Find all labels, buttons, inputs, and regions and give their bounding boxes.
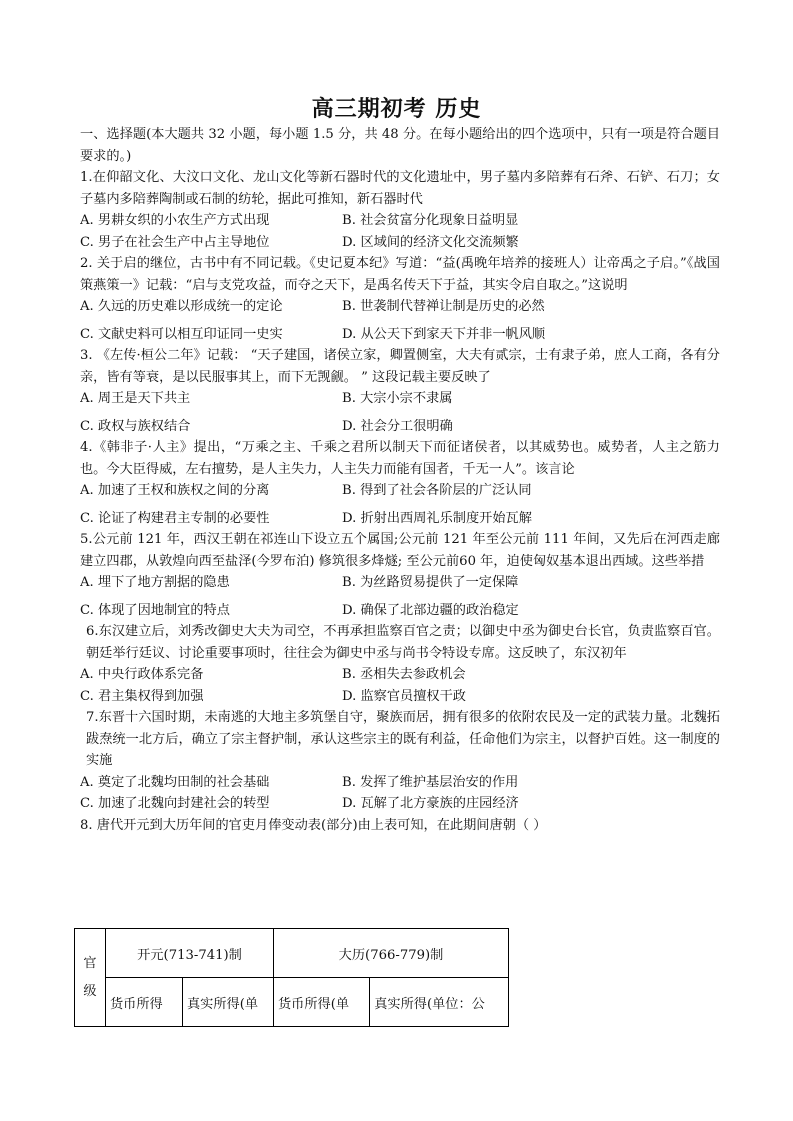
option-b[interactable]: B. 大宗小宗不隶属 xyxy=(342,391,453,406)
question-stem: 6.东汉建立后，刘秀改御史大夫为司空，不再承担监察百官之责；以御史中丞为御史台长官，负责监察百官。朝廷举行廷议、讨论重要事项时，往往会为御史中丞与尚书令特设专席。这反映了，东汉初年 xyxy=(86,624,720,661)
option-b[interactable]: B. 得到了社会各阶层的广泛认同 xyxy=(342,483,532,498)
option-a[interactable]: A. 奠定了北魏均田制的社会基础 xyxy=(80,774,270,790)
option-group xyxy=(80,772,720,815)
option-c[interactable]: C. 文献史料可以相互印证同一史实 xyxy=(80,326,283,342)
option-a[interactable]: A. 周王是天下共主 xyxy=(80,391,191,406)
table-header-kaiyuan: 开元(713-741)制 xyxy=(106,929,274,978)
option-b[interactable]: B. 社会贫富分化现象日益明显 xyxy=(342,213,519,228)
option-d[interactable]: D. 区域间的经济文化交流频繁 xyxy=(342,234,519,250)
question-stem: 7.东晋十六国时期，未南逃的大地主多筑堡自守，聚族而居，拥有很多的依附农民及一定的武装力量。北魏拓跋焘统一北方后，确立了宗主督护制，承认这些宗主的既有利益，任命他们为宗主，以督护百姓。这一制度的实施 xyxy=(86,710,720,768)
question-stem: 4.《韩非子·人主》提出，“万乘之主、千乘之君所以制天下而征诸侯者，以其威势也。威势者，人主之筋力也。今大臣得威，左右擅势，是人主失力，人主失力而能有国者，千无一人”。该言论 xyxy=(80,440,720,477)
option-c[interactable]: C. 论证了构建君主专制的必要性 xyxy=(80,510,270,526)
option-c[interactable]: C. 加速了北魏向封建社会的转型 xyxy=(80,796,270,811)
option-c[interactable]: C. 政权与族权结合 xyxy=(80,418,191,434)
question-stem: 3. 《左传·桓公二年》记载： “天子建国，诸侯立家，卿置侧室，大夫有贰宗，士有隶子弟，庶人工商，各有分亲，皆有等衰，是以民服事其上，而下无觊觎。 ” 这段记载主要反映了 xyxy=(80,348,720,385)
table-row xyxy=(75,929,509,978)
option-b[interactable]: B. 为丝路贸易提供了一定保障 xyxy=(342,575,519,590)
option-group xyxy=(80,388,720,437)
table-row xyxy=(75,978,509,1027)
option-c[interactable]: C. 男子在社会生产中占主导地位 xyxy=(80,234,270,250)
option-group xyxy=(80,664,720,707)
option-group xyxy=(80,210,720,253)
option-b[interactable]: B. 丞相失去参政机会 xyxy=(342,667,466,682)
table-subheader: 真实所得(单位：公 xyxy=(370,978,509,1027)
option-b[interactable]: B. 世袭制代替禅让制是历史的必然 xyxy=(342,299,545,314)
option-a[interactable]: A. 加速了王权和族权之间的分离 xyxy=(80,483,270,498)
exam-title: 高三期初考 历史 xyxy=(311,97,482,122)
table-header-guanji: 官级 xyxy=(75,929,106,1027)
table-header-dali: 大历(766-779)制 xyxy=(274,929,509,978)
option-d[interactable]: D. 折射出西周礼乐制度开始瓦解 xyxy=(342,510,532,526)
option-d[interactable]: D. 监察官员擅权干政 xyxy=(342,688,466,704)
salary-table xyxy=(74,928,509,1027)
question-stem: 5.公元前 121 年，西汉王朝在祁连山下设立五个属国;公元前 121 年至公元前 111 年间，又先后在河西走廊建立四郡，从敦煌向西至盐泽(今罗布泊) 修筑很多烽燧; 至公元前60 年，迫使匈奴基本退出西域。这些举措 xyxy=(80,532,720,569)
option-c[interactable]: C. 君主集权得到加强 xyxy=(80,688,204,704)
option-d[interactable]: D. 确保了北部边疆的政治稳定 xyxy=(342,602,519,618)
option-d[interactable]: D. 瓦解了北方豪族的庄园经济 xyxy=(342,796,519,811)
option-a[interactable]: A. 中央行政体系完备 xyxy=(80,667,204,682)
question-list xyxy=(80,124,720,836)
option-a[interactable]: A. 埋下了地方割据的隐患 xyxy=(80,575,230,590)
question-stem: 1.在仰韶文化、大汶口文化、龙山文化等新石器时代的文化遗址中，男子墓内多陪葬有石斧、石铲、石刀；女子墓内多陪葬陶制或石制的纺轮，据此可推知，新石器时代 xyxy=(80,170,720,207)
section-header: 一、选择题(本大题共 32 小题，每小题 1.5 分，共 48 分。在每小题给出的四个选项中，只有一项是符合题目要求的。) xyxy=(80,127,720,164)
table-subheader: 真实所得(单 xyxy=(183,978,274,1027)
question-stem: 8. 唐代开元到大历年间的官吏月俸变动表(部分)由上表可知，在此期间唐朝（ ） xyxy=(80,817,547,833)
table-subheader: 货币所得(单 xyxy=(274,978,370,1027)
option-b[interactable]: B. 发挥了维护基层治安的作用 xyxy=(342,774,519,790)
question-stem: 2. 关于启的继位，古书中有不同记载。《史记夏本纪》写道：“益(禹晚年培养的接班人）让帝禹之子启。”《战国策燕策一》记载：“启与支党攻益，而夺之天下，是禹名传天下于益，其实令启自取之。”这说明 xyxy=(80,256,720,293)
option-a[interactable]: A. 男耕女织的小农生产方式出现 xyxy=(80,213,270,228)
option-c[interactable]: C. 体现了因地制宜的特点 xyxy=(80,602,230,618)
option-group xyxy=(80,572,720,621)
option-group xyxy=(80,296,720,345)
option-d[interactable]: D. 从公天下到家天下并非一帆风顺 xyxy=(342,326,546,342)
option-group xyxy=(80,480,720,529)
table-subheader: 货币所得 xyxy=(106,978,183,1027)
option-a[interactable]: A. 久远的历史难以形成统一的定论 xyxy=(80,299,283,314)
option-d[interactable]: D. 社会分工很明确 xyxy=(342,418,453,434)
